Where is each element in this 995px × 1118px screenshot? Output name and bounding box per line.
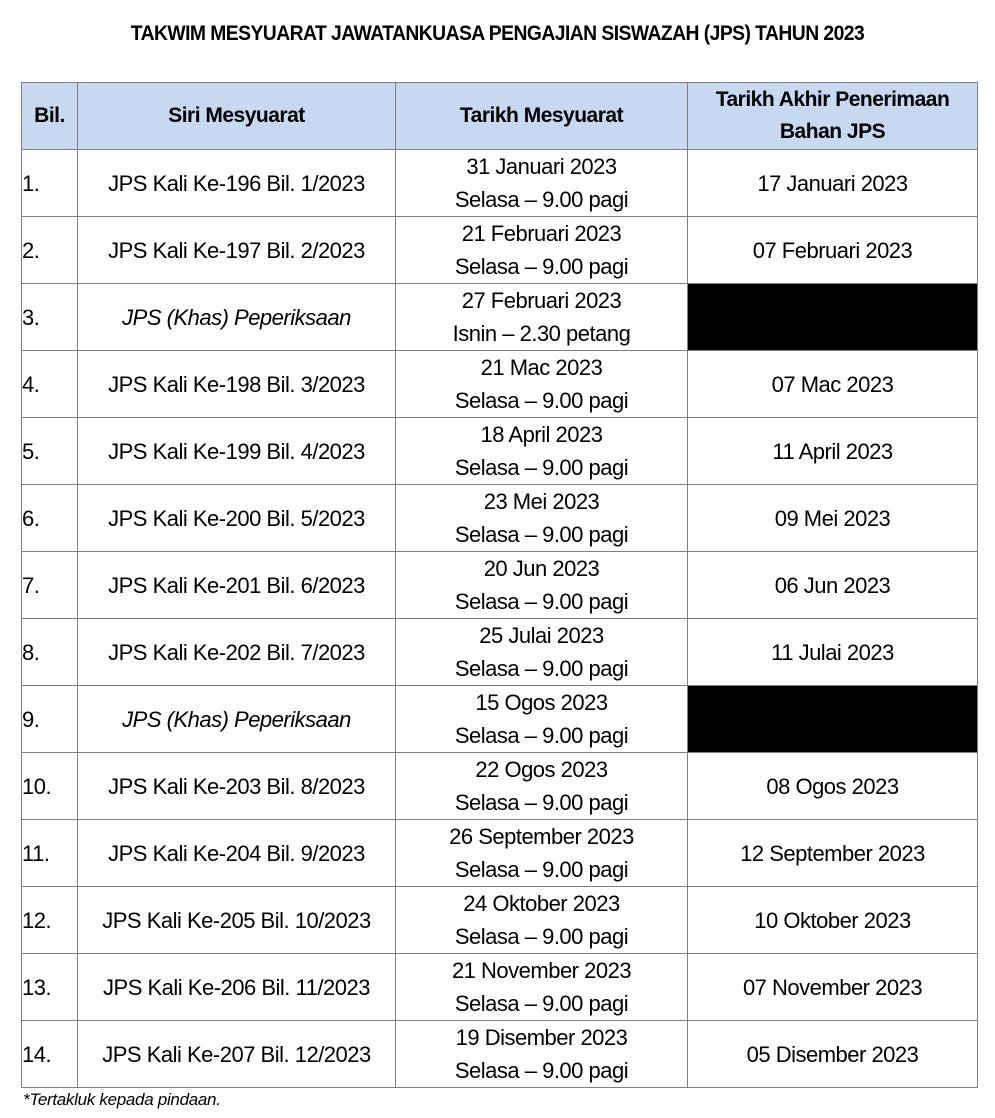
meeting-date xyxy=(396,284,688,351)
meeting-schedule-table xyxy=(21,82,978,1088)
row-number: 12. xyxy=(22,887,78,954)
meeting-date xyxy=(396,150,688,217)
row-number: 7. xyxy=(22,552,78,619)
meeting-series: JPS Kali Ke-205 Bil. 10/2023 xyxy=(78,887,396,954)
meeting-date-day: 21 November 2023 xyxy=(451,958,632,983)
row-number: 14. xyxy=(22,1021,78,1088)
row-number: 1. xyxy=(22,150,78,217)
header-siri-mesyuarat: Siri Mesyuarat xyxy=(78,83,396,150)
meeting-date-time: Selasa – 9.00 pagi xyxy=(454,455,629,480)
submission-deadline: 11 Julai 2023 xyxy=(688,619,978,686)
table-row xyxy=(22,619,978,686)
row-number: 8. xyxy=(22,619,78,686)
meeting-date-time: Selasa – 9.00 pagi xyxy=(454,991,629,1016)
table-row xyxy=(22,820,978,887)
meeting-date xyxy=(396,485,688,552)
submission-deadline: 07 November 2023 xyxy=(688,954,978,1021)
redacted-deadline-cell xyxy=(688,284,978,351)
submission-deadline: 10 Oktober 2023 xyxy=(688,887,978,954)
row-number: 2. xyxy=(22,217,78,284)
table-row xyxy=(22,1021,978,1088)
table-row xyxy=(22,887,978,954)
submission-deadline: 05 Disember 2023 xyxy=(688,1021,978,1088)
submission-deadline: 07 Mac 2023 xyxy=(688,351,978,418)
meeting-date-time: Selasa – 9.00 pagi xyxy=(454,187,629,212)
meeting-date xyxy=(396,820,688,887)
meeting-date-time: Selasa – 9.00 pagi xyxy=(454,924,629,949)
meeting-date-day: 15 Ogos 2023 xyxy=(475,690,608,715)
meeting-date-time: Selasa – 9.00 pagi xyxy=(454,790,629,815)
table-row xyxy=(22,351,978,418)
meeting-date-day: 19 Disember 2023 xyxy=(455,1025,628,1050)
meeting-date-day: 22 Ogos 2023 xyxy=(475,757,608,782)
meeting-date xyxy=(396,351,688,418)
table-row xyxy=(22,284,978,351)
row-number: 6. xyxy=(22,485,78,552)
meeting-series: JPS Kali Ke-196 Bil. 1/2023 xyxy=(78,150,396,217)
submission-deadline: 07 Februari 2023 xyxy=(688,217,978,284)
submission-deadline: 08 Ogos 2023 xyxy=(688,753,978,820)
meeting-date-day: 31 Januari 2023 xyxy=(466,154,617,179)
meeting-series: JPS Kali Ke-198 Bil. 3/2023 xyxy=(78,351,396,418)
meeting-date-day: 24 Oktober 2023 xyxy=(463,891,620,916)
header-bil: Bil. xyxy=(22,83,78,150)
submission-deadline: 09 Mei 2023 xyxy=(688,485,978,552)
table-row xyxy=(22,686,978,753)
row-number: 3. xyxy=(22,284,78,351)
meeting-date-time: Selasa – 9.00 pagi xyxy=(454,522,629,547)
submission-deadline: 06 Jun 2023 xyxy=(688,552,978,619)
table-row xyxy=(22,418,978,485)
meeting-date-time: Selasa – 9.00 pagi xyxy=(454,1058,629,1083)
meeting-series: JPS Kali Ke-199 Bil. 4/2023 xyxy=(78,418,396,485)
meeting-date xyxy=(396,418,688,485)
meeting-date xyxy=(396,1021,688,1088)
table-row xyxy=(22,954,978,1021)
meeting-date-day: 26 September 2023 xyxy=(449,824,634,849)
header-tarikh-akhir-line2: Bahan JPS xyxy=(779,120,886,143)
meeting-series: JPS (Khas) Peperiksaan xyxy=(78,284,396,351)
submission-deadline: 17 Januari 2023 xyxy=(688,150,978,217)
redacted-deadline-cell xyxy=(688,686,978,753)
meeting-series: JPS Kali Ke-200 Bil. 5/2023 xyxy=(78,485,396,552)
meeting-date-time: Selasa – 9.00 pagi xyxy=(454,589,629,614)
meeting-date xyxy=(396,887,688,954)
meeting-series: JPS Kali Ke-203 Bil. 8/2023 xyxy=(78,753,396,820)
table-body xyxy=(22,150,978,1088)
meeting-date xyxy=(396,217,688,284)
header-tarikh-akhir xyxy=(688,83,978,150)
meeting-series: JPS Kali Ke-197 Bil. 2/2023 xyxy=(78,217,396,284)
meeting-date-day: 27 Februari 2023 xyxy=(461,288,622,313)
meeting-date-time: Selasa – 9.00 pagi xyxy=(454,254,629,279)
table-header-row xyxy=(22,83,978,150)
header-tarikh-mesyuarat: Tarikh Mesyuarat xyxy=(396,83,688,150)
table-row xyxy=(22,753,978,820)
meeting-date-day: 25 Julai 2023 xyxy=(479,623,604,648)
submission-deadline: 12 September 2023 xyxy=(688,820,978,887)
meeting-series: JPS Kali Ke-207 Bil. 12/2023 xyxy=(78,1021,396,1088)
row-number: 5. xyxy=(22,418,78,485)
meeting-date-time: Selasa – 9.00 pagi xyxy=(454,723,629,748)
meeting-date-time: Selasa – 9.00 pagi xyxy=(454,857,629,882)
meeting-date xyxy=(396,552,688,619)
row-number: 4. xyxy=(22,351,78,418)
meeting-date-time: Isnin – 2.30 petang xyxy=(452,321,631,346)
meeting-series: JPS Kali Ke-206 Bil. 11/2023 xyxy=(78,954,396,1021)
meeting-date xyxy=(396,686,688,753)
meeting-date xyxy=(396,619,688,686)
submission-deadline: 11 April 2023 xyxy=(688,418,978,485)
meeting-date xyxy=(396,753,688,820)
meeting-series: JPS Kali Ke-202 Bil. 7/2023 xyxy=(78,619,396,686)
page-title: TAKWIM MESYUARAT JAWATANKUASA PENGAJIAN SISWAZAH (JPS) TAHUN 2023 xyxy=(130,22,865,45)
table-row xyxy=(22,485,978,552)
row-number: 13. xyxy=(22,954,78,1021)
footnote: *Tertakluk kepada pindaan. xyxy=(23,1090,221,1109)
meeting-date-day: 21 Mac 2023 xyxy=(480,355,603,380)
row-number: 11. xyxy=(22,820,78,887)
meeting-date-day: 18 April 2023 xyxy=(480,422,603,447)
table-row xyxy=(22,150,978,217)
row-number: 10. xyxy=(22,753,78,820)
meeting-date-time: Selasa – 9.00 pagi xyxy=(454,388,629,413)
row-number: 9. xyxy=(22,686,78,753)
meeting-date-day: 23 Mei 2023 xyxy=(483,489,600,514)
meeting-series: JPS Kali Ke-204 Bil. 9/2023 xyxy=(78,820,396,887)
meeting-date-day: 20 Jun 2023 xyxy=(483,556,600,581)
meeting-date-day: 21 Februari 2023 xyxy=(461,221,622,246)
meeting-series: JPS (Khas) Peperiksaan xyxy=(78,686,396,753)
meeting-date xyxy=(396,954,688,1021)
table-row xyxy=(22,552,978,619)
header-tarikh-akhir-line1: Tarikh Akhir Penerimaan xyxy=(715,88,950,111)
table-row xyxy=(22,217,978,284)
meeting-series: JPS Kali Ke-201 Bil. 6/2023 xyxy=(78,552,396,619)
meeting-date-time: Selasa – 9.00 pagi xyxy=(454,656,629,681)
